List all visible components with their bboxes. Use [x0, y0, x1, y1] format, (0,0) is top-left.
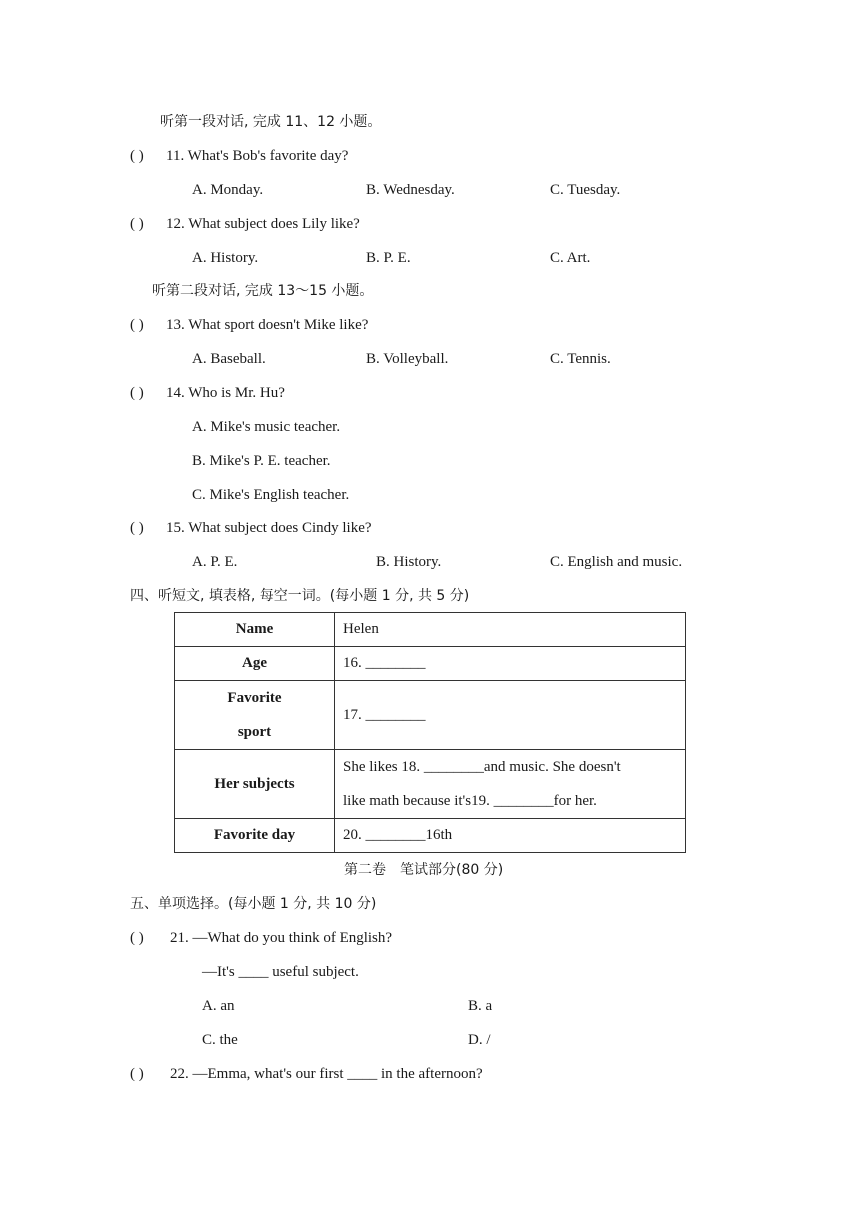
row-subjects-value-line1: She likes 18. ________and music. She doesn't — [343, 759, 621, 775]
q12-option-b: B. P. E. — [366, 250, 411, 266]
info-table — [174, 612, 686, 853]
q14-answer-paren: ( ) — [130, 385, 144, 401]
row-name-value: Helen — [335, 613, 686, 647]
row-subjects-key: Her subjects — [175, 750, 335, 819]
dialog1-instruction: 听第一段对话, 完成 11、12 小题。 — [160, 114, 382, 130]
table-row-subjects — [175, 750, 686, 819]
q21-option-b: B. a — [468, 998, 493, 1014]
dialog2-instruction: 听第二段对话, 完成 13～15 小题。 — [152, 283, 374, 299]
q14-option-b: B. Mike's P. E. teacher. — [192, 453, 331, 469]
q12-option-a: A. History. — [192, 250, 259, 266]
q21-answer-paren: ( ) — [130, 930, 144, 946]
q21-option-d: D. / — [468, 1032, 491, 1048]
q13-answer-paren: ( ) — [130, 317, 144, 333]
q12-option-c: C. Art. — [550, 250, 591, 266]
q15-answer-paren: ( ) — [130, 520, 144, 536]
q11-answer-paren: ( ) — [130, 148, 144, 164]
row-age-key: Age — [175, 647, 335, 681]
row-sport-key-line2: sport — [237, 724, 272, 740]
q12-question: 12. What subject does Lily like? — [166, 216, 360, 232]
q13-question: 13. What sport doesn't Mike like? — [166, 317, 369, 333]
row-subjects-value-line2: like math because it's19. ________for her. — [343, 793, 597, 809]
q22-question: 22. —Emma, what's our first ____ in the afternoon? — [170, 1066, 483, 1082]
q21-option-a: A. an — [202, 998, 235, 1014]
table-row-sport — [175, 681, 686, 750]
part4-title: 四、听短文, 填表格, 每空一词。(每小题 1 分, 共 5 分) — [130, 588, 470, 604]
row-day-value: 20. ________16th — [335, 819, 686, 853]
q11-question: 11. What's Bob's favorite day? — [166, 148, 349, 164]
q12-answer-paren: ( ) — [130, 216, 144, 232]
table-row-name — [175, 613, 686, 647]
row-sport-key-line1: Favorite — [227, 690, 282, 706]
row-day-key: Favorite day — [175, 819, 335, 853]
q15-option-c: C. English and music. — [550, 554, 683, 570]
q21-reply: —It's ____ useful subject. — [202, 964, 359, 980]
table-row-age — [175, 647, 686, 681]
q14-option-a: A. Mike's music teacher. — [192, 419, 341, 435]
q15-option-b: B. History. — [376, 554, 442, 570]
row-subjects-value — [335, 750, 686, 819]
row-name-key: Name — [175, 613, 335, 647]
q14-question: 14. Who is Mr. Hu? — [166, 385, 285, 401]
q15-question: 15. What subject does Cindy like? — [166, 520, 372, 536]
row-age-value: 16. ________ — [335, 647, 686, 681]
volume2-title: 第二卷 笔试部分(80 分) — [344, 862, 504, 878]
q13-option-c: C. Tennis. — [550, 351, 611, 367]
q15-option-a: A. P. E. — [192, 554, 238, 570]
q11-option-c: C. Tuesday. — [550, 182, 621, 198]
q22-answer-paren: ( ) — [130, 1066, 144, 1082]
row-sport-key — [175, 681, 335, 750]
q11-option-a: A. Monday. — [192, 182, 264, 198]
q21-option-c: C. the — [202, 1032, 238, 1048]
table-row-day — [175, 819, 686, 853]
q21-question: 21. —What do you think of English? — [170, 930, 393, 946]
q14-option-c: C. Mike's English teacher. — [192, 487, 350, 503]
row-sport-value: 17. ________ — [335, 681, 686, 750]
part5-title: 五、单项选择。(每小题 1 分, 共 10 分) — [130, 896, 377, 912]
q13-option-b: B. Volleyball. — [366, 351, 449, 367]
q11-option-b: B. Wednesday. — [366, 182, 455, 198]
q13-option-a: A. Baseball. — [192, 351, 266, 367]
